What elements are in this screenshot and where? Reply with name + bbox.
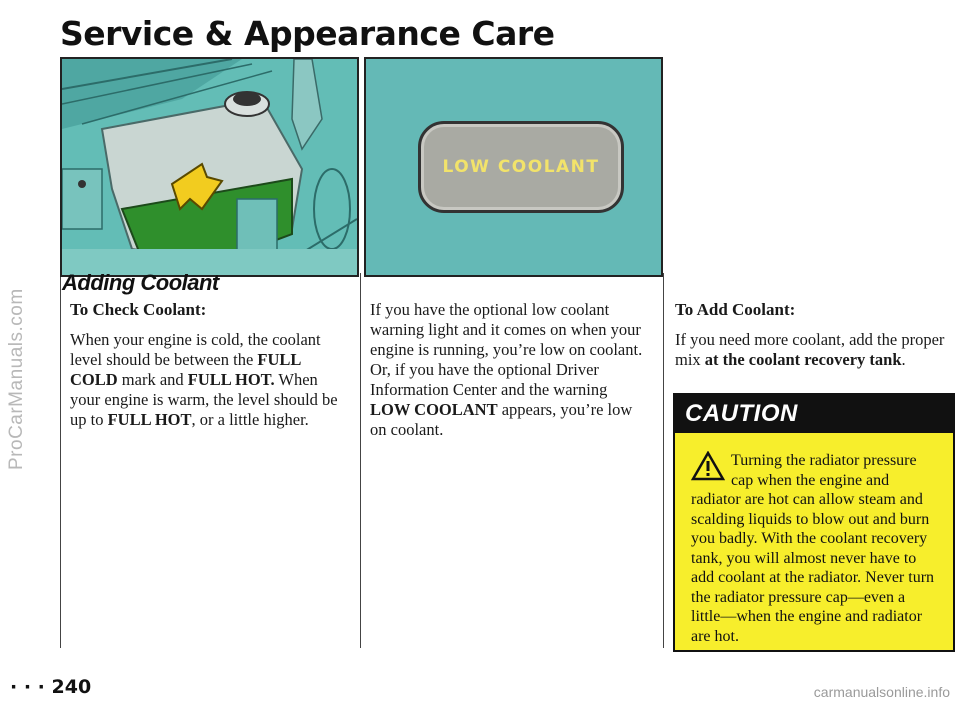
column-divider-left	[60, 273, 61, 648]
column-low-coolant-warning	[370, 300, 650, 440]
side-watermark: ProCarManuals.com	[6, 288, 27, 470]
low-coolant-paragraph	[370, 300, 650, 440]
text-run: , or a little higher.	[191, 410, 309, 429]
caution-text: Turning the radiator pressure cap when the engine and radiator are hot can allow steam and scalding liquids to blow out and burn you badly. With the coolant recovery tank, you will almost never have to add coolant at the radiator. Never turn the radiator pressure cap—even a little—when the engine and radiator are hot.	[691, 452, 935, 645]
caution-body	[675, 433, 953, 646]
column-add-coolant	[675, 300, 950, 370]
caution-header	[675, 395, 953, 433]
text-run: When your engine is warm, the level should be up to	[70, 370, 338, 429]
page-title: Service & Appearance Care	[60, 14, 555, 53]
bold-run: FULL COLD	[70, 350, 301, 389]
text-run: mark and	[117, 370, 188, 389]
caution-title: CAUTION	[685, 400, 798, 427]
check-coolant-subhead: To Check Coolant:	[70, 300, 207, 319]
footer-watermark: carmanualsonline.info	[813, 684, 950, 700]
bold-run: LOW COOLANT	[370, 400, 498, 419]
engine-coolant-tank-photo	[60, 57, 359, 277]
engine-photo-illustration	[62, 59, 357, 275]
low-coolant-display-text: LOW COOLANT	[442, 157, 600, 177]
bold-run: at the coolant recovery tank	[704, 350, 902, 369]
add-coolant-subhead: To Add Coolant:	[675, 300, 796, 319]
text-run: appears, you’re low on coolant.	[370, 400, 633, 439]
low-coolant-display-panel	[418, 121, 624, 213]
text-run: If you need more coolant, add the proper mix	[675, 330, 945, 369]
bold-run: FULL HOT.	[187, 370, 275, 389]
column-check-coolant	[70, 300, 350, 430]
bold-run: FULL HOT	[107, 410, 192, 429]
caution-box	[673, 393, 955, 652]
text-run: .	[901, 350, 906, 369]
column-divider-right	[663, 273, 664, 648]
page-dots: · · ·	[10, 676, 45, 698]
page-number-value: 240	[51, 676, 92, 698]
text-run: If you have the optional low coolant warning light and it comes on when your engine is running, you’re low on coolant. Or, if you have the optional Driver Information Center and the warning	[370, 300, 643, 399]
low-coolant-display-photo	[364, 57, 663, 277]
page-number	[10, 676, 91, 698]
add-coolant-paragraph	[675, 330, 950, 370]
text-run: When your engine is cold, the coolant level should be between the	[70, 330, 321, 369]
warning-triangle-icon	[691, 451, 725, 481]
column-divider-middle	[360, 273, 361, 648]
section-heading: Adding Coolant	[62, 270, 219, 295]
check-coolant-paragraph	[70, 330, 350, 430]
